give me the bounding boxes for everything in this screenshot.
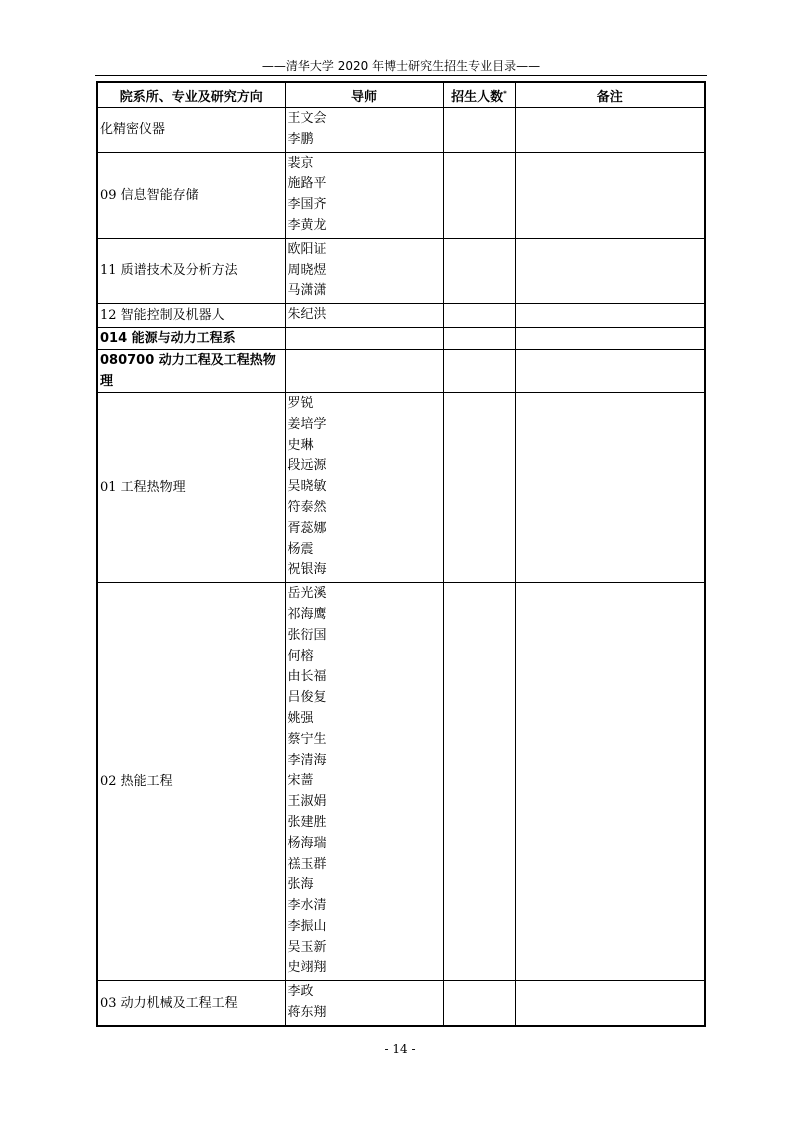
- advisor-name: 李黄龙: [287, 217, 327, 233]
- advisor-name: 马潇潇: [287, 283, 327, 299]
- advisor-name: 蒋东翔: [287, 1005, 327, 1021]
- header-rule: [95, 75, 707, 76]
- col-header-quota-label: 招生人数: [451, 89, 504, 105]
- advisor-name: 王文会: [287, 111, 327, 126]
- quota-cell: [443, 349, 515, 392]
- advisor-name: 由长福: [287, 669, 327, 685]
- advisor-name: 朱纪洪: [287, 307, 327, 323]
- advisor-name: 李国齐: [287, 197, 327, 213]
- table-header-row: [97, 82, 705, 108]
- advisor-cell: [285, 304, 443, 328]
- advisor-name: 蔡宁生: [287, 731, 327, 747]
- notes-cell: [515, 392, 705, 582]
- col-header-direction: 院系所、专业及研究方向: [97, 82, 285, 108]
- advisor-name: 杨震: [287, 541, 314, 557]
- advisor-cell: [285, 583, 443, 981]
- advisor-name: 姚强: [287, 710, 314, 726]
- table-row: [97, 349, 705, 392]
- advisor-name: 周晓煜: [287, 262, 327, 278]
- advisor-name: 段远源: [287, 458, 327, 474]
- advisor-name: 何榕: [287, 648, 314, 664]
- col-header-advisor: 导师: [285, 82, 443, 108]
- notes-cell: [515, 349, 705, 392]
- page-header: ——清华大学 2020 年博士研究生招生专业目录——: [261, 59, 541, 73]
- quota-cell: [443, 327, 515, 349]
- col-header-quota: [443, 82, 515, 108]
- direction-cell: 12 智能控制及机器人: [97, 304, 285, 328]
- advisor-name: 李水清: [287, 898, 327, 914]
- advisor-name: 杨海瑞: [287, 835, 327, 851]
- notes-cell: [515, 327, 705, 349]
- advisor-cell: [285, 392, 443, 582]
- direction-cell: 080700 动力工程及工程热物理: [97, 349, 285, 392]
- quota-cell: [443, 583, 515, 981]
- table-row: [97, 238, 705, 303]
- page-number: - 14 -: [384, 1042, 416, 1056]
- advisor-cell: [285, 981, 443, 1026]
- advisor-name: 李政: [287, 984, 314, 1000]
- advisor-name: 符泰然: [287, 499, 327, 515]
- advisor-name: 史琳: [287, 437, 314, 453]
- table-row: [97, 981, 705, 1026]
- advisor-name: 吴晓敏: [287, 479, 327, 495]
- quota-cell: [443, 304, 515, 328]
- quota-cell: [443, 981, 515, 1026]
- advisor-cell: [285, 349, 443, 392]
- notes-cell: [515, 583, 705, 981]
- advisor-cell: [285, 327, 443, 349]
- advisor-name: 岳光溪: [287, 586, 327, 602]
- direction-cell: 01 工程热物理: [97, 392, 285, 582]
- advisor-name: 李清海: [287, 752, 327, 768]
- notes-cell: [515, 108, 705, 153]
- advisor-cell: [285, 238, 443, 303]
- table-row: [97, 108, 705, 153]
- notes-cell: [515, 238, 705, 303]
- advisor-name: 张海: [287, 877, 314, 893]
- advisor-name: 张建胜: [287, 814, 327, 830]
- col-header-quota-mark: *: [503, 89, 507, 98]
- advisor-name: 施路平: [287, 176, 327, 192]
- advisor-name: 史翊翔: [287, 960, 327, 976]
- advisor-cell: [285, 108, 443, 153]
- advisor-name: 胥蕊娜: [287, 520, 327, 536]
- table-row: [97, 304, 705, 328]
- table-row: [97, 327, 705, 349]
- direction-cell: 11 质谱技术及分析方法: [97, 238, 285, 303]
- advisor-name: 祝银海: [287, 562, 327, 578]
- quota-cell: [443, 238, 515, 303]
- advisor-name: 祁海鹰: [287, 606, 327, 622]
- direction-cell: 03 动力机械及工程工程: [97, 981, 285, 1026]
- advisor-name: 欧阳证: [287, 241, 327, 257]
- advisor-name: 禚玉群: [287, 856, 327, 872]
- direction-cell: 化精密仪器: [97, 108, 285, 153]
- advisor-name: 张衍国: [287, 627, 327, 643]
- direction-cell: 09 信息智能存储: [97, 152, 285, 238]
- advisor-name: 裴京: [287, 155, 314, 171]
- table-row: [97, 152, 705, 238]
- notes-cell: [515, 304, 705, 328]
- col-header-notes: 备注: [515, 82, 705, 108]
- notes-cell: [515, 152, 705, 238]
- direction-cell: 02 热能工程: [97, 583, 285, 981]
- advisor-name: 吴玉新: [287, 939, 327, 955]
- advisor-name: 宋蔷: [287, 773, 314, 789]
- table-row: [97, 583, 705, 981]
- advisor-cell: [285, 152, 443, 238]
- advisor-name: 王淑娟: [287, 794, 327, 810]
- notes-cell: [515, 981, 705, 1026]
- quota-cell: [443, 108, 515, 153]
- table-row: [97, 392, 705, 582]
- advisor-name: 李鹏: [287, 131, 314, 147]
- quota-cell: [443, 152, 515, 238]
- catalog-table: [96, 81, 706, 1027]
- direction-cell: 014 能源与动力工程系: [97, 327, 285, 349]
- advisor-name: 姜培学: [287, 416, 327, 432]
- advisor-name: 吕俊复: [287, 690, 327, 706]
- advisor-name: 李振山: [287, 918, 327, 934]
- quota-cell: [443, 392, 515, 582]
- advisor-name: 罗锐: [287, 395, 314, 411]
